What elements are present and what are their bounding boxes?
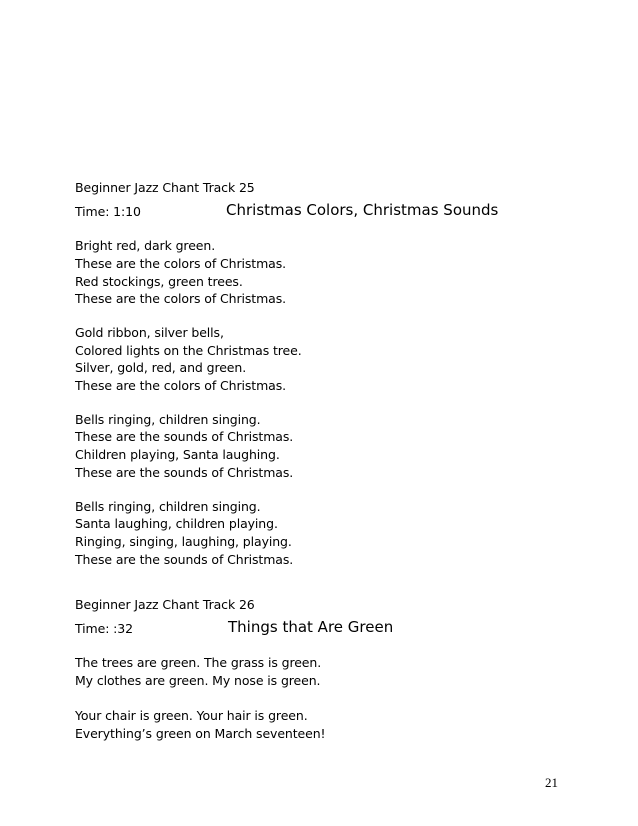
chant-line: Everything’s green on March seventeen! bbox=[75, 726, 326, 741]
chant-line: These are the colors of Christmas. bbox=[75, 256, 286, 271]
chant-line: Children playing, Santa laughing. bbox=[75, 447, 280, 462]
chant-line: These are the sounds of Christmas. bbox=[75, 465, 294, 480]
chant-line: Bells ringing, children singing. bbox=[75, 499, 261, 514]
page-number: 21 bbox=[545, 775, 558, 790]
chant-line: These are the sounds of Christmas. bbox=[75, 429, 294, 444]
track-label: Beginner Jazz Chant Track 25 bbox=[75, 180, 255, 195]
chant-line: Gold ribbon, silver bells, bbox=[75, 325, 224, 340]
chant-line: Bells ringing, children singing. bbox=[75, 412, 261, 427]
chant-line: These are the sounds of Christmas. bbox=[75, 552, 294, 567]
chant-line: Santa laughing, children playing. bbox=[75, 516, 278, 531]
chant-line: Silver, gold, red, and green. bbox=[75, 360, 247, 375]
chant-title: Christmas Colors, Christmas Sounds bbox=[226, 201, 499, 219]
chant-line: Ringing, singing, laughing, playing. bbox=[75, 534, 292, 549]
time-label: Time: :32 bbox=[75, 621, 133, 636]
chant-line: Colored lights on the Christmas tree. bbox=[75, 343, 302, 358]
chant-line: Your chair is green. Your hair is green. bbox=[75, 708, 308, 723]
track-label: Beginner Jazz Chant Track 26 bbox=[75, 597, 255, 612]
time-label: Time: 1:10 bbox=[75, 204, 141, 219]
chant-line: These are the colors of Christmas. bbox=[75, 378, 286, 393]
chant-line: Bright red, dark green. bbox=[75, 238, 216, 253]
chant-title: Things that Are Green bbox=[228, 618, 394, 636]
chant-line: Red stockings, green trees. bbox=[75, 274, 243, 289]
chant-line: My clothes are green. My nose is green. bbox=[75, 673, 321, 688]
chant-line: These are the colors of Christmas. bbox=[75, 291, 286, 306]
chant-line: The trees are green. The grass is green. bbox=[75, 655, 322, 670]
